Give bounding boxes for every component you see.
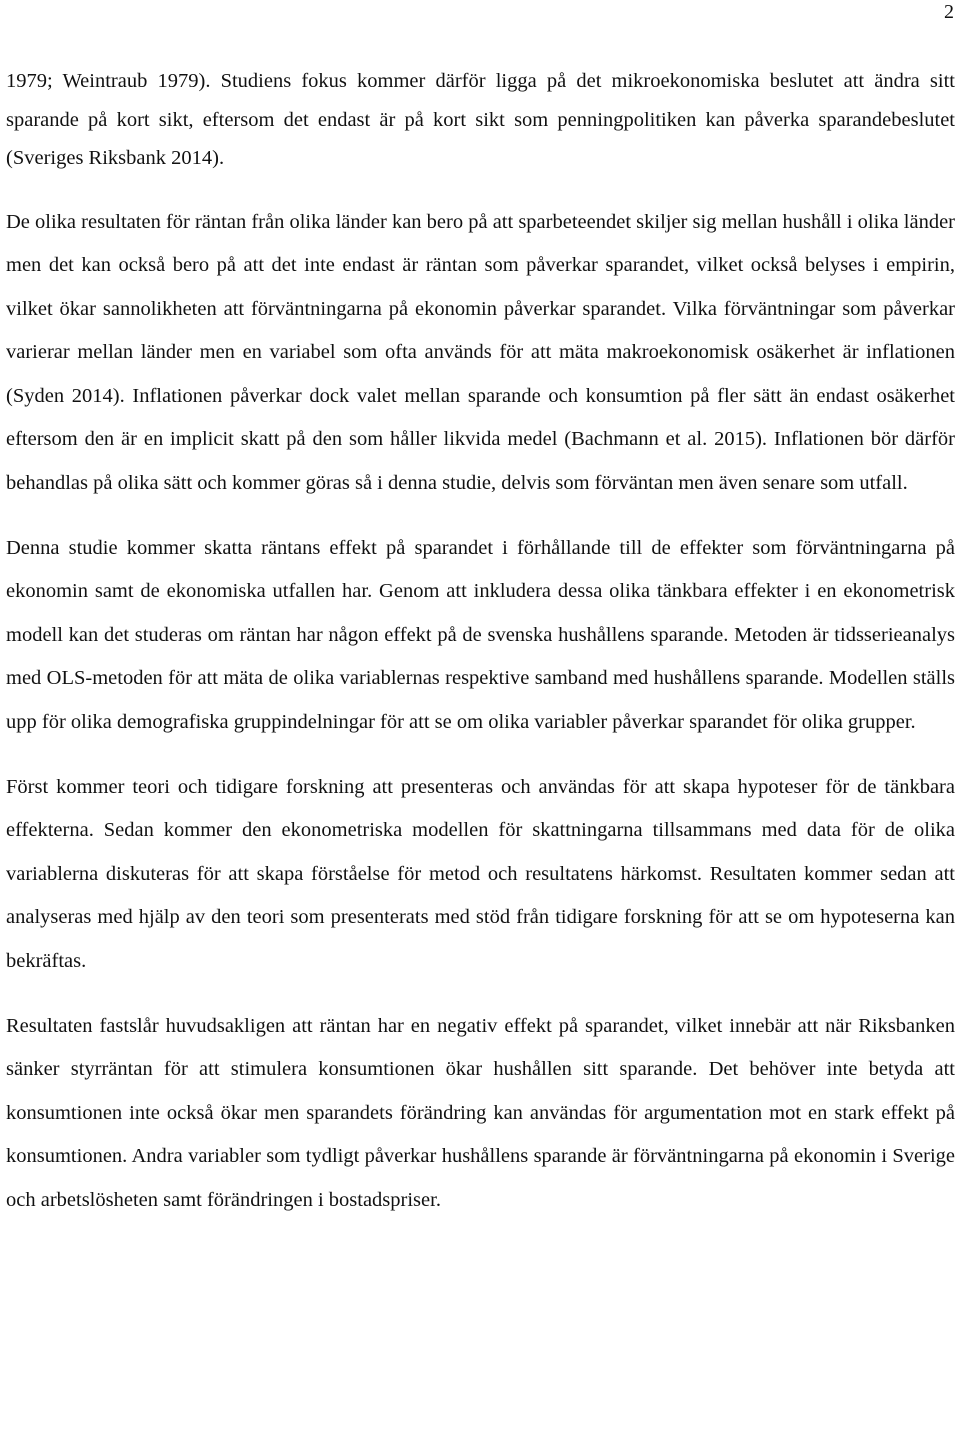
document-body bbox=[6, 62, 955, 1223]
paragraph-study-aim: Denna studie kommer skatta räntans effekt på sparandet i förhållande till de effekter som förväntningarna på ekonomin samt de ekonomiska utfallen har. Genom att inkludera dessa olika tänkbara effekter i en ekonometrisk modell kan det studeras om räntan har någon effekt på de svenska hushållens sparande. Metoden är tidsserieanalys med OLS-metoden för att mäta de olika variablernas respektive samband med hushållens sparande. Modellen ställs upp för olika demografiska gruppindelningar för att se om olika variabler påverkar sparandet för olika grupper. bbox=[6, 536, 955, 734]
paragraph-results: Resultaten fastslår huvudsakligen att räntan har en negativ effekt på sparandet, vilket innebär att när Riksbanken sänker styrräntan för att stimulera konsumtionen ökar hushållen sitt sparande. Det behöver inte betyda att konsumtionen inte också ökar men sparandets förändring kan användas för argumentation mot en stark effekt på konsumtionen. Andra variabler som tydligt påverkar hushållens sparande är förväntningarna på ekonomin i Sverige och arbetslösheten samt förändringen i bostadspriser. bbox=[6, 1014, 955, 1211]
page-number: 2 bbox=[944, 1, 954, 23]
paragraph-continuation: 1979; Weintraub 1979). Studiens fokus kommer därför ligga på det mikroekonomiska beslutet att ändra sitt sparande på kort sikt, eftersom det endast är på kort sikt som penningpolitiken kan påverka sparandebeslutet (Sveriges Riksbank 2014). bbox=[6, 70, 955, 169]
paragraph-outline: Först kommer teori och tidigare forskning att presenteras och användas för att skapa hypoteser för de tänkbara effekterna. Sedan kommer den ekonometriska modellen för skattningarna tillsammans med data för de olika variablerna diskuteras för att skapa förståelse för metod och resultatens härkomst. Resultaten kommer sedan att analyseras med hjälp av den teori som presenterats med stöd från tidigare forskning för att se om hypoteserna kan bekräftas. bbox=[6, 775, 955, 972]
paragraph-interest-differences: De olika resultaten för räntan från olika länder kan bero på att sparbeteendet skiljer sig mellan hushåll i olika länder men det kan också bero på att det inte endast är räntan som påverkar sparandet, vilket också belyses i empirin, vilket ökar sannolikheten att förväntningarna på ekonomin påverkar sparandet. Vilka förväntningar som påverkar varierar mellan länder men en variabel som ofta används för att mäta makroekonomisk osäkerhet är inflationen (Syden 2014). Inflationen påverkar dock valet mellan sparande och konsumtion på fler sätt än endast osäkerhet eftersom den är en implicit skatt på den som håller likvida medel (Bachmann et al. 2015). Inflationen bör därför behandlas på olika sätt och kommer göras så i denna studie, delvis som förväntan men även senare som utfall. bbox=[6, 210, 955, 495]
